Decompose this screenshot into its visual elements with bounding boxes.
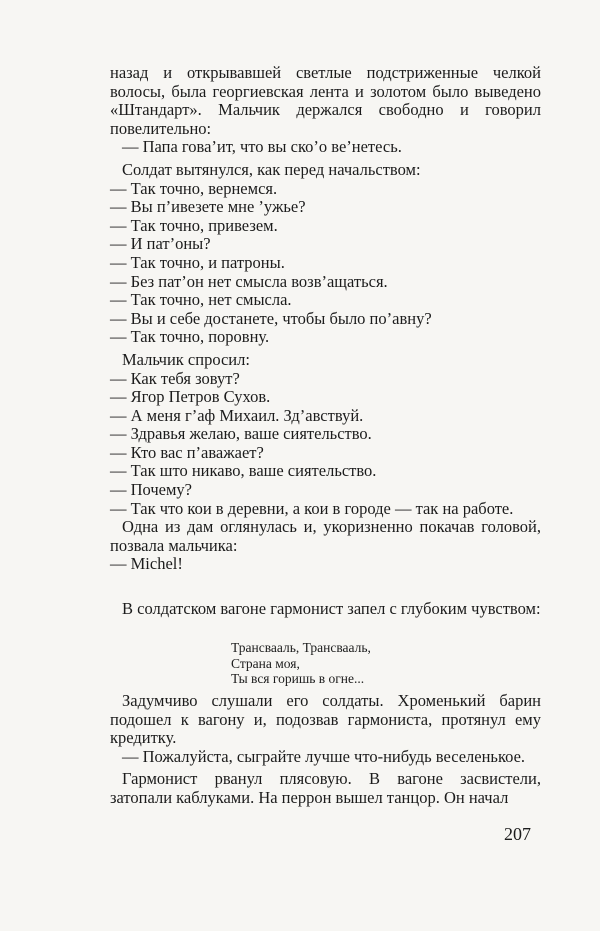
dialogue-line: — Так што никаво, ваше сиятельство. [110, 461, 377, 481]
dialogue-line: — Michel! [110, 554, 183, 574]
page-number: 207 [504, 824, 531, 844]
paragraph: Гармонист рванул плясовую. В вагоне засвистели, затопали каблуками. На перрон вышел танцор. Он начал [110, 769, 541, 807]
dialogue-line: — Ягор Петров Сухов. [110, 387, 271, 407]
verse-line: Ты вся горишь в огне... [231, 671, 365, 686]
paragraph: В солдатском вагоне гармонист запел с глубоким чувством: [122, 599, 541, 618]
dialogue-line: — Так точно, нет смысла. [110, 290, 292, 310]
dialogue-line: — Вы п’ивезете мне ’ужье? [110, 197, 306, 217]
dialogue-line: — Так точно, поровну. [110, 327, 270, 347]
paragraph: Одна из дам оглянулась и, укоризненно покачав головой, позвала мальчика: [110, 517, 541, 555]
paragraph: назад и открывавшей светлые подстриженные челкой волосы, была георгиевская лента и золотом было выведено «Штандарт». Мальчик держался свободно и говорил повелительно: [110, 63, 541, 138]
dialogue-line: — Так точно, и патроны. [110, 252, 285, 272]
dialogue-paragraph: — Пожалуйста, сыграйте лучше что-нибудь веселенькое. [122, 746, 526, 766]
dialogue-paragraph: — Так что кои в деревни, а кои в городе — так на работе. [110, 498, 514, 518]
dialogue-line: — Так точно, вернемся. [110, 178, 278, 198]
text-block-dialogue [110, 64, 541, 574]
verse-line: Трансвааль, Трансвааль, [231, 640, 371, 655]
text-block-song-intro [110, 600, 541, 619]
narration-line: Мальчик спросил: [122, 349, 250, 369]
dialogue-line: — Без пат’он нет смысла возв’ащаться. [110, 271, 388, 291]
dialogue-line: — Почему? [110, 480, 193, 500]
paragraph: Задумчиво слушали его солдаты. Хроменький барин подошел к вагону и, подозвав гармониста, протянул ему кредитку. [110, 691, 541, 748]
song-verse [231, 640, 371, 687]
narration-line: Солдат вытянулся, как перед начальством: [122, 159, 421, 179]
dialogue-line: — Как тебя зовут? [110, 368, 240, 388]
dialogue-line: — А меня г’аф Михаил. Зд’авствуй. [110, 405, 364, 425]
dialogue-line: — Кто вас п’аважает? [110, 442, 264, 462]
dialogue-line: — Так точно, привезем. [110, 215, 278, 235]
dialogue-line: — Папа гова’ит, что вы ско’о ве’нетесь. [122, 137, 402, 157]
dialogue-line: — Здравья желаю, ваше сиятельство. [110, 424, 372, 444]
verse-line: Страна моя, [231, 655, 300, 671]
dialogue-line: — Вы и себе достанете, чтобы было по’авну? [110, 308, 432, 328]
text-block-ending [110, 692, 541, 808]
dialogue-line: — И пат’оны? [110, 234, 211, 254]
